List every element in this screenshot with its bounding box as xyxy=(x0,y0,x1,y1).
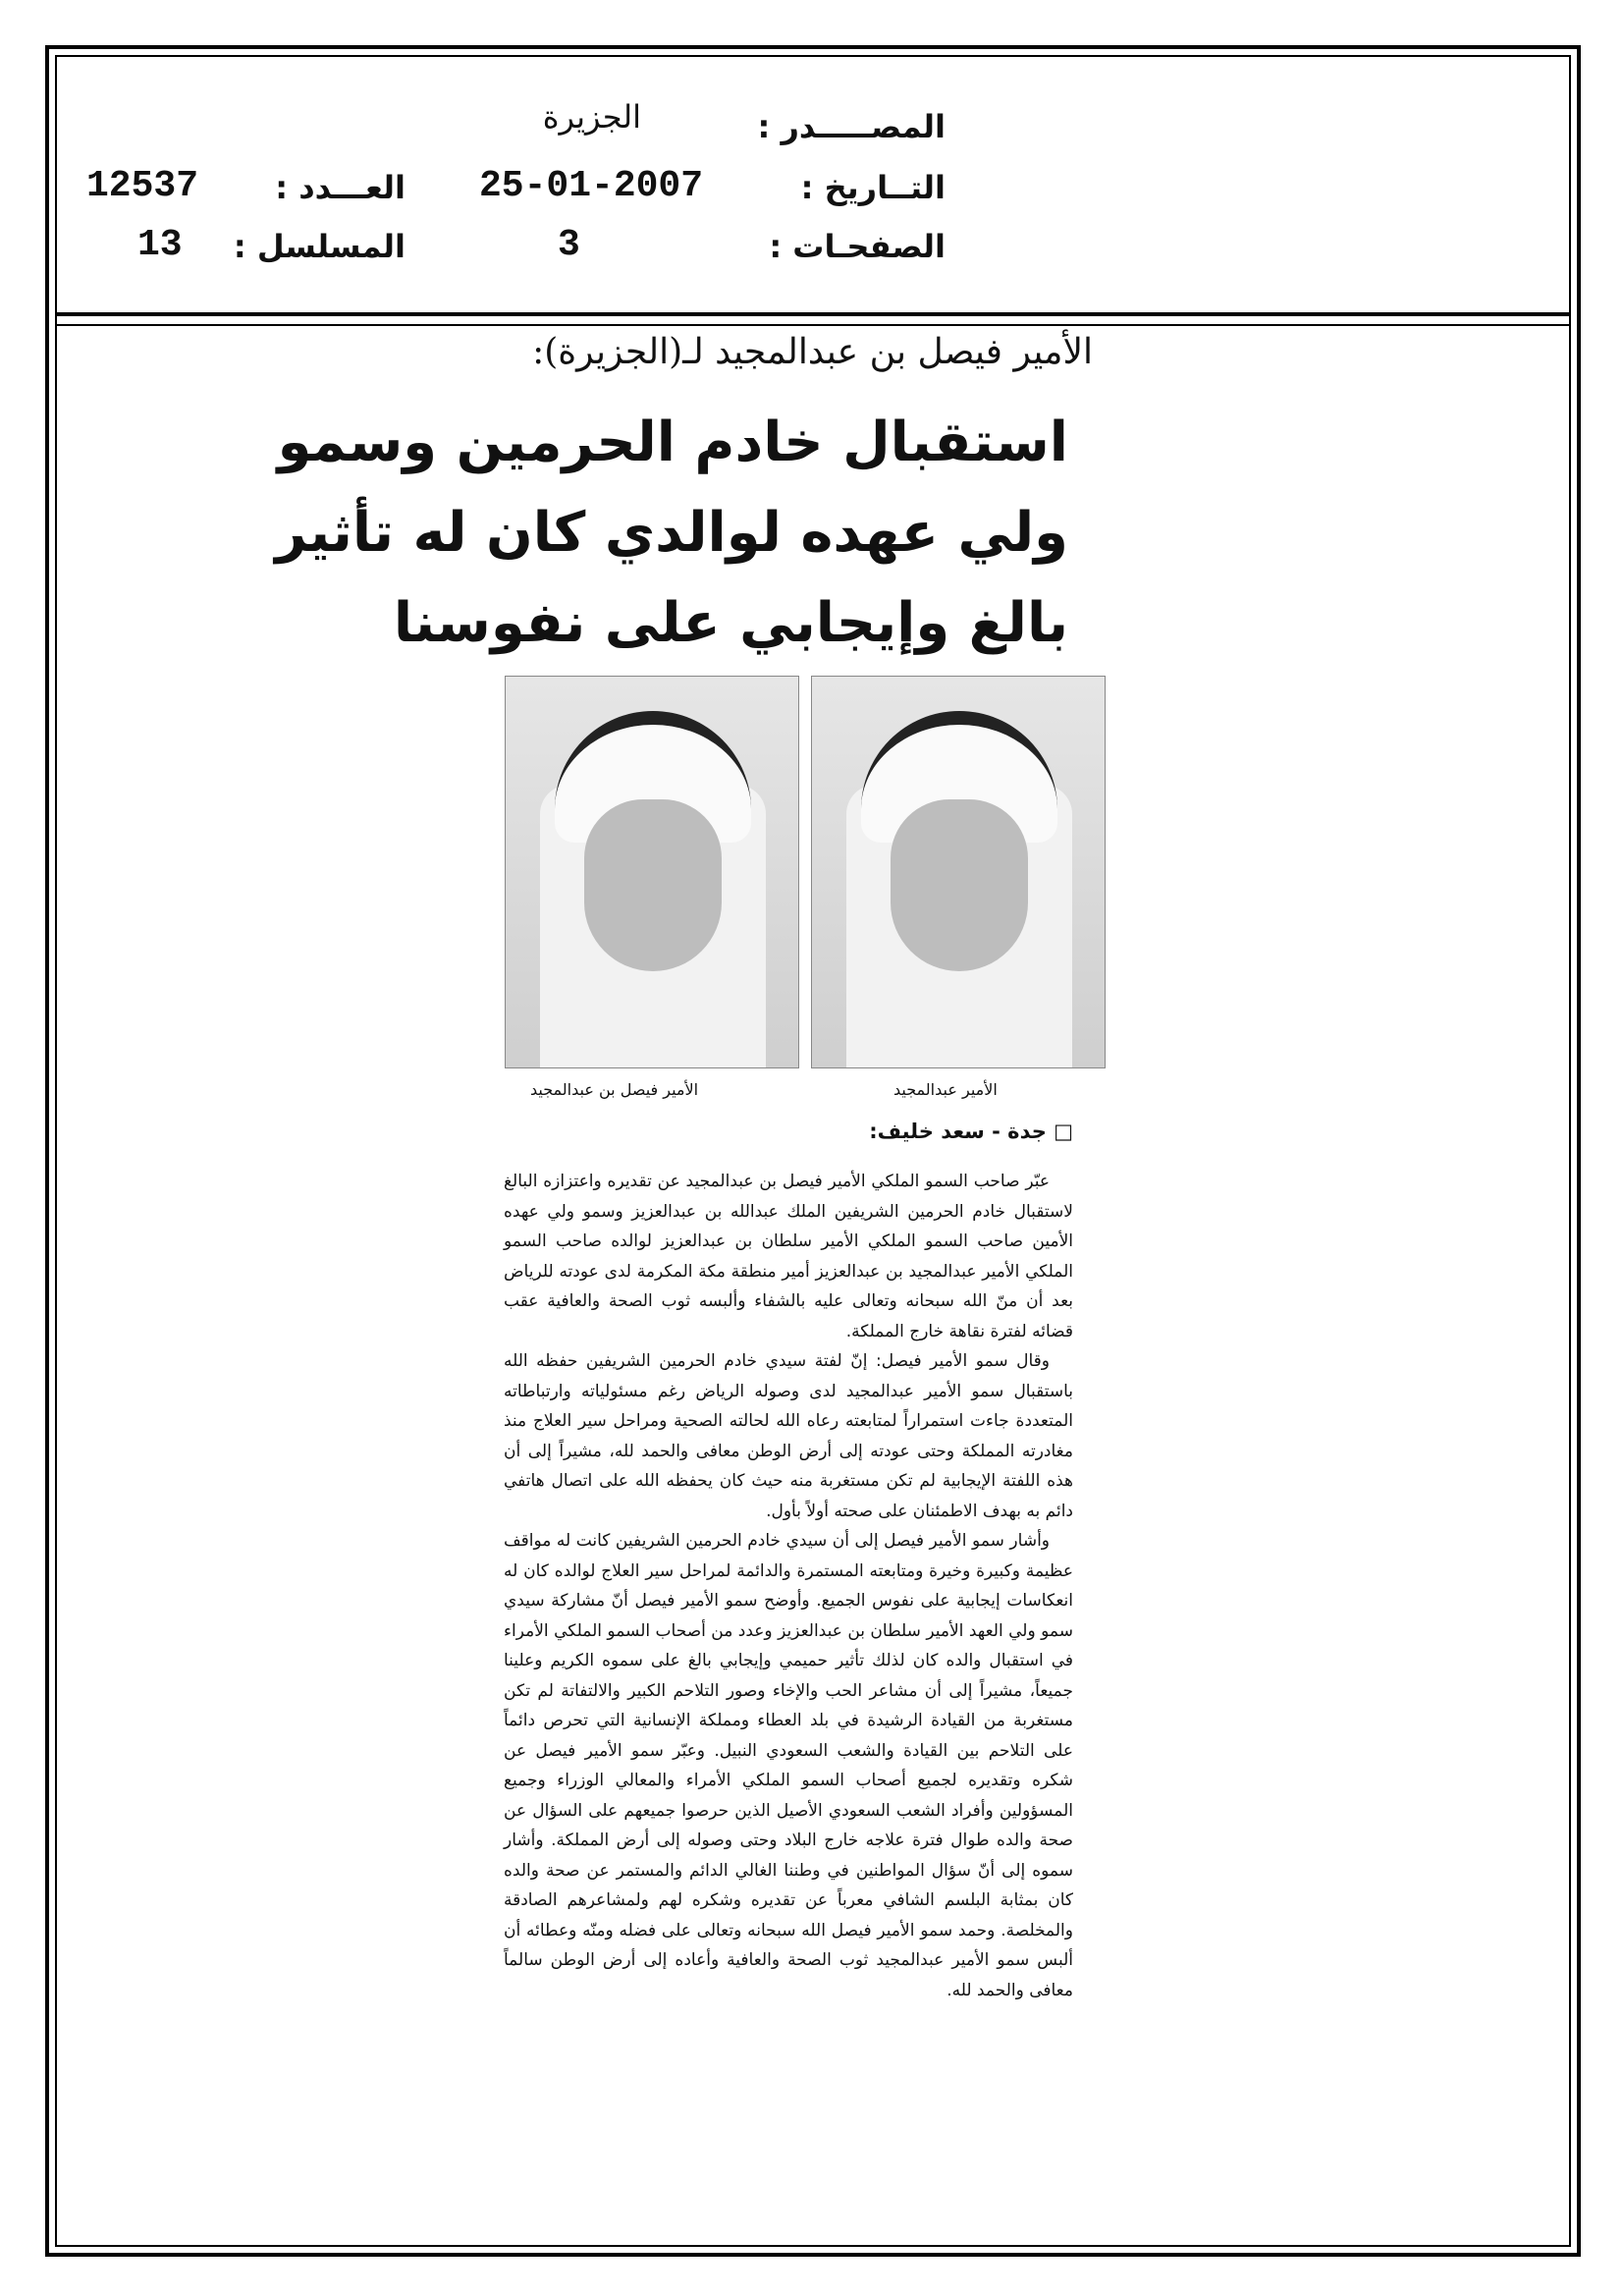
photo-prince-faisal xyxy=(505,676,799,1068)
pages-label: الصفحـات : xyxy=(769,228,946,265)
article-kicker: الأمير فيصل بن عبدالمجيد لـ(الجزيرة): xyxy=(532,332,1093,372)
article-paragraph: وقال سمو الأمير فيصل: إنّ لفتة سيدي خادم الحرمين الشريفين حفظه الله باستقبال سمو الأمير عبدالمجيد لدى وصوله الرياض رغم مسئولياته وارتباطاته المتعددة جاءت استمراراً لمتابعته رعاه الله لحالته الصحية ومراحل سير العلاج منذ مغادرته المملكة وحتى عودته إلى أرض الوطن معافى والحمد لله، مشيراً إلى أن هذه اللفتة الإيجابية لم تكن مستغربة منه حيث كان يحفظه الله على اتصال هاتفي دائم به بهدف الاطمئنان على صحته أولاً بأول. xyxy=(504,1351,1073,1521)
date-label: التــاريخ : xyxy=(800,169,946,206)
date-value: 25-01-2007 xyxy=(479,165,704,207)
portrait-face xyxy=(891,799,1028,971)
headline-line: ولي عهده لوالدي كان له تأثير xyxy=(275,501,1068,565)
headline-line: استقبال خادم الحرمين وسمو xyxy=(277,410,1068,474)
article-headline xyxy=(275,398,1068,669)
pages-value: 3 xyxy=(558,224,580,266)
header-divider xyxy=(55,312,1571,316)
serial-label: المسلسل : xyxy=(233,228,406,265)
photo-caption-abdulmajeed: الأمير عبدالمجيد xyxy=(893,1080,998,1099)
portrait-face xyxy=(584,799,722,971)
headline-line: بالغ وإيجابي على نفوسنا xyxy=(393,591,1068,655)
source-value: الجزيرة xyxy=(542,98,641,136)
article-paragraph: وأشار سمو الأمير فيصل إلى أن سيدي خادم الحرمين الشريفين كانت له مواقف عظيمة وكبيرة وخيرة ومتابعته المستمرة والدائمة لمراحل سير العلاج لوالده كان له انعكاسات إيجابية على نفوس الجميع. وأوضح سمو الأمير فيصل أنّ مشاركة سيدي سمو ولي العهد الأمير سلطان بن عبدالعزيز وعدد من أصحاب السمو الملكي الأمراء في استقبال والده كان لذلك تأثير حميمي وإيجابي بالغ على سموه الكريم وعلينا جميعاً، مشيراً إلى أن مشاعر الحب والإخاء وصور التلاحم الكبير والالتفاتة لم تكن مستغربة من القيادة الرشيدة في بلد العطاء ومملكة الإنسانية التي تحرص دائماً على التلاحم بين القيادة والشعب السعودي النبيل. وعبّر سمو الأمير فيصل عن شكره وتقديره لجميع أصحاب السمو الملكي الأمراء والمعالي الوزراء وجميع المسؤولين وأفراد الشعب السعودي الأصيل الذين حرصوا جميعهم على السؤال عن صحة والده طوال فترة علاجه خارج البلاد وحتى وصوله إلى أرض المملكة. وأشار سموه إلى أنّ سؤال المواطنين في وطننا الغالي الدائم والمستمر عن صحة والده كان بمثابة البلسم الشافي معرباً عن تقديره وشكره لهم ولمشاعرهم الصادقة والمخلصة. وحمد سمو الأمير فيصل الله سبحانه وتعالى على فضله ومنّه وعطائه أن ألبس سمو الأمير عبدالمجيد ثوب الصحة والعافية وأعاده إلى أرض الوطن سالماً معافى والحمد لله. xyxy=(504,1531,1073,2000)
serial-value: 13 xyxy=(137,224,183,266)
photo-prince-abdulmajeed xyxy=(811,676,1106,1068)
article-paragraph: عبّر صاحب السمو الملكي الأمير فيصل بن عبدالمجيد عن تقديره واعتزازه البالغ لاستقبال خادم الحرمين الشريفين الملك عبدالله بن عبدالعزيز وسمو ولي عهده الأمين صاحب السمو الملكي الأمير سلطان بن عبدالعزيز لوالده صاحب السمو الملكي الأمير عبدالمجيد بن عبدالعزيز أمير منطقة مكة المكرمة لدى عودته للرياض بعد أن منّ الله سبحانه وتعالى عليه بالشفاء وألبسه ثوب الصحة والعافية عقب قضائه لفترة نقاهة خارج المملكة. xyxy=(504,1172,1073,1341)
issue-value: 12537 xyxy=(86,165,199,207)
issue-label: العـــدد : xyxy=(275,169,406,206)
photo-caption-faisal: الأمير فيصل بن عبدالمجيد xyxy=(530,1080,699,1099)
article-byline: □ جدة - سعد خليف: xyxy=(869,1120,1073,1143)
source-label: المصـــــدر : xyxy=(757,108,946,145)
article-body xyxy=(504,1167,1073,2005)
header-divider-thin xyxy=(55,324,1571,326)
